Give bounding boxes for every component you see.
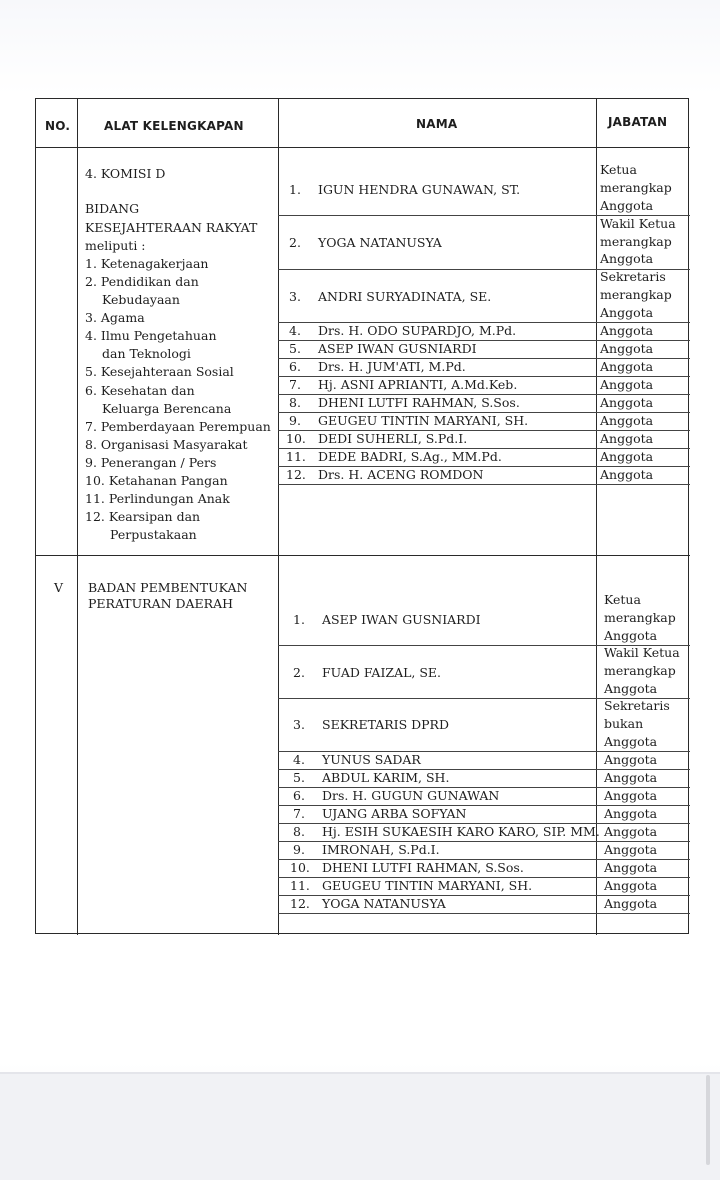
scope-item: 6. Kesehatan dan bbox=[85, 383, 195, 398]
member-number: 6. bbox=[293, 788, 305, 803]
member-number: 2. bbox=[293, 665, 305, 680]
member-name: Hj. ESIH SUKAESIH KARO KARO, SIP. MM. bbox=[322, 824, 600, 839]
member-role: Sekretaris bbox=[604, 698, 670, 713]
row-separator bbox=[278, 913, 690, 914]
member-role: Anggota bbox=[604, 770, 658, 785]
member-name: Drs. H. GUGUN GUNAWAN bbox=[322, 788, 500, 803]
member-name: YOGA NATANUSYA bbox=[318, 235, 442, 250]
section-number: V bbox=[54, 580, 64, 595]
member-role: Anggota bbox=[600, 251, 654, 266]
scope-item: 9. Penerangan / Pers bbox=[85, 455, 217, 470]
member-number: 5. bbox=[289, 341, 301, 356]
member-number: 1. bbox=[289, 182, 301, 197]
member-role: Ketua bbox=[600, 162, 637, 177]
scope-item: 11. Perlindungan Anak bbox=[85, 491, 230, 506]
member-name: GEUGEU TINTIN MARYANI, SH. bbox=[318, 413, 529, 428]
scope-item: 8. Organisasi Masyarakat bbox=[85, 437, 248, 452]
member-number: 10. bbox=[286, 431, 306, 446]
member-name: Drs. H. ACENG ROMDON bbox=[318, 467, 484, 482]
member-name: YUNUS SADAR bbox=[322, 752, 421, 767]
header-separator bbox=[36, 147, 690, 148]
member-role: Anggota bbox=[604, 734, 658, 749]
header-nama: NAMA bbox=[416, 117, 458, 131]
member-number: 7. bbox=[293, 806, 305, 821]
membership-table bbox=[35, 98, 689, 934]
scope-item: Kebudayaan bbox=[102, 292, 180, 307]
member-number: 8. bbox=[293, 824, 305, 839]
member-name: DEDE BADRI, S.Ag., MM.Pd. bbox=[318, 449, 502, 464]
member-name: DEDI SUHERLI, S.Pd.I. bbox=[318, 431, 468, 446]
member-role: merangkap bbox=[600, 287, 672, 302]
header-no: NO. bbox=[45, 119, 71, 133]
header-jabatan: JABATAN bbox=[608, 115, 668, 129]
member-number: 12. bbox=[286, 467, 306, 482]
scope-item: 7. Pemberdayaan Perempuan bbox=[85, 419, 271, 434]
member-role: Anggota bbox=[600, 449, 654, 464]
member-name: ASEP IWAN GUSNIARDI bbox=[318, 341, 477, 356]
column-divider-alat bbox=[278, 99, 279, 935]
member-name: UJANG ARBA SOFYAN bbox=[322, 806, 467, 821]
member-name: ABDUL KARIM, SH. bbox=[322, 770, 450, 785]
header-alat-kelengkapan: ALAT KELENGKAPAN bbox=[104, 119, 244, 133]
scope-item: Keluarga Berencana bbox=[102, 401, 232, 416]
member-role: merangkap bbox=[604, 663, 676, 678]
member-role: Anggota bbox=[600, 431, 654, 446]
member-role: Wakil Ketua bbox=[604, 645, 680, 660]
member-name: DHENI LUTFI RAHMAN, S.Sos. bbox=[318, 395, 520, 410]
scope-item: 5. Kesejahteraan Sosial bbox=[85, 364, 234, 379]
member-role: Anggota bbox=[604, 788, 658, 803]
komisi-title: 4. KOMISI D bbox=[85, 166, 166, 181]
member-name: IGUN HENDRA GUNAWAN, ST. bbox=[318, 182, 521, 197]
member-role: Anggota bbox=[600, 395, 654, 410]
member-role: Wakil Ketua bbox=[600, 216, 676, 231]
member-role: Anggota bbox=[604, 752, 658, 767]
member-role: Anggota bbox=[604, 860, 658, 875]
column-divider-nama bbox=[596, 99, 597, 935]
member-role: Ketua bbox=[604, 592, 641, 607]
member-role: Anggota bbox=[604, 896, 658, 911]
member-role: bukan bbox=[604, 716, 644, 731]
member-role: Anggota bbox=[604, 824, 658, 839]
member-role: Anggota bbox=[600, 377, 654, 392]
member-number: 3. bbox=[289, 289, 301, 304]
member-number: 12. bbox=[290, 896, 310, 911]
scope-item: 12. Kearsipan dan bbox=[85, 509, 201, 524]
member-number: 1. bbox=[293, 612, 305, 627]
member-role: Anggota bbox=[600, 198, 654, 213]
scope-item: Perpustakaan bbox=[110, 527, 197, 542]
member-name: ASEP IWAN GUSNIARDI bbox=[322, 612, 481, 627]
bapemperda-title: PERATURAN DAERAH bbox=[88, 596, 234, 611]
member-role: Anggota bbox=[600, 359, 654, 374]
member-number: 11. bbox=[290, 878, 310, 893]
member-role: merangkap bbox=[604, 610, 676, 625]
member-number: 2. bbox=[289, 235, 301, 250]
scope-item: 3. Agama bbox=[85, 310, 145, 325]
member-role: merangkap bbox=[600, 180, 672, 195]
member-name: GEUGEU TINTIN MARYANI, SH. bbox=[322, 878, 533, 893]
member-role: Sekretaris bbox=[600, 269, 666, 284]
scope-item: 4. Ilmu Pengetahuan bbox=[85, 328, 217, 343]
scope-item: 1. Ketenagakerjaan bbox=[85, 256, 209, 271]
section-separator bbox=[36, 555, 690, 556]
meliputi-label: meliputi : bbox=[85, 238, 146, 253]
member-role: Anggota bbox=[600, 467, 654, 482]
member-number: 5. bbox=[293, 770, 305, 785]
member-role: Anggota bbox=[600, 413, 654, 428]
member-number: 9. bbox=[289, 413, 301, 428]
page-bottom-margin bbox=[0, 1072, 720, 1180]
member-name: IMRONAH, S.Pd.I. bbox=[322, 842, 440, 857]
bidang-name: KESEJAHTERAAN RAKYAT bbox=[85, 220, 258, 235]
member-number: 4. bbox=[289, 323, 301, 338]
member-name: DHENI LUTFI RAHMAN, S.Sos. bbox=[322, 860, 524, 875]
member-role: Anggota bbox=[604, 628, 658, 643]
member-number: 8. bbox=[289, 395, 301, 410]
scope-item: 10. Ketahanan Pangan bbox=[85, 473, 228, 488]
member-role: merangkap bbox=[600, 234, 672, 249]
member-number: 6. bbox=[289, 359, 301, 374]
scrollbar[interactable] bbox=[706, 1075, 710, 1165]
member-number: 3. bbox=[293, 717, 305, 732]
member-name: SEKRETARIS DPRD bbox=[322, 717, 449, 732]
member-role: Anggota bbox=[604, 806, 658, 821]
column-divider-no bbox=[77, 99, 78, 935]
member-role: Anggota bbox=[600, 323, 654, 338]
page-edge bbox=[0, 1072, 720, 1074]
member-role: Anggota bbox=[604, 842, 658, 857]
member-number: 9. bbox=[293, 842, 305, 857]
bapemperda-title: BADAN PEMBENTUKAN bbox=[88, 580, 248, 595]
member-number: 11. bbox=[286, 449, 306, 464]
member-number: 10. bbox=[290, 860, 310, 875]
member-role: Anggota bbox=[600, 341, 654, 356]
scope-item: 2. Pendidikan dan bbox=[85, 274, 199, 289]
member-name: YOGA NATANUSYA bbox=[322, 896, 446, 911]
member-name: Drs. H. JUM'ATI, M.Pd. bbox=[318, 359, 466, 374]
row-separator bbox=[278, 484, 690, 485]
member-name: FUAD FAIZAL, SE. bbox=[322, 665, 442, 680]
member-name: Drs. H. ODO SUPARDJO, M.Pd. bbox=[318, 323, 517, 338]
scope-item: dan Teknologi bbox=[102, 346, 191, 361]
member-number: 7. bbox=[289, 377, 301, 392]
member-role: Anggota bbox=[600, 305, 654, 320]
bidang-label: BIDANG bbox=[85, 201, 140, 216]
member-number: 4. bbox=[293, 752, 305, 767]
member-name: Hj. ASNI APRIANTI, A.Md.Keb. bbox=[318, 377, 518, 392]
member-role: Anggota bbox=[604, 878, 658, 893]
member-role: Anggota bbox=[604, 681, 658, 696]
member-name: ANDRI SURYADINATA, SE. bbox=[318, 289, 492, 304]
